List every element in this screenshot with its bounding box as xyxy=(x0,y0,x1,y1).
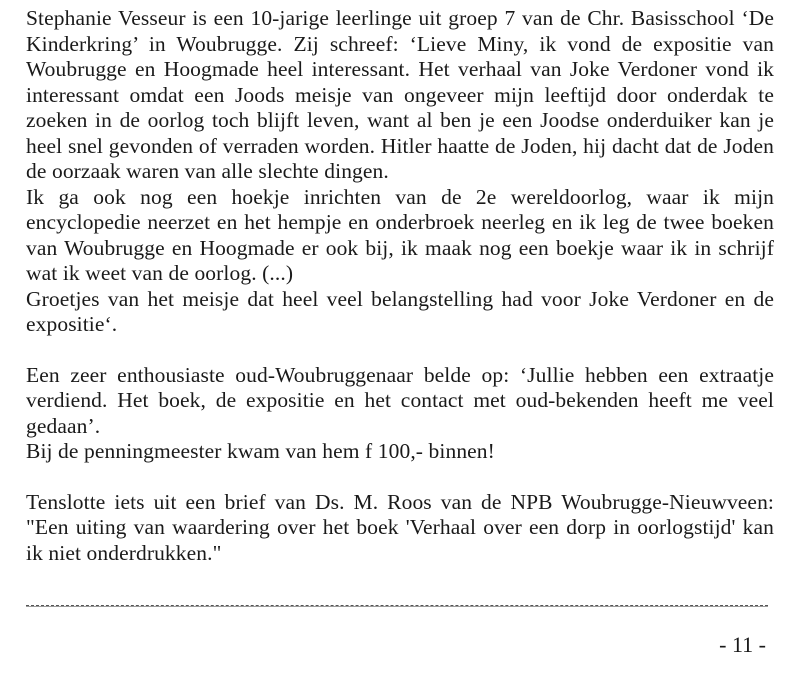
paragraph-oud-woubruggenaar: Een zeer enthousiaste oud-Woubruggenaar belde op: ‘Jullie hebben een extraatje verdiend. Het boek, de expositie en het contact met oud-bekenden heeft me veel gedaan’. xyxy=(26,362,774,438)
paragraph-gap xyxy=(26,338,774,363)
footer-divider-shadow xyxy=(26,606,768,607)
document-page xyxy=(26,6,774,566)
paragraph-groetjes: Groetjes van het meisje dat heel veel belangstelling had voor Joke Verdoner en de expositie‘. xyxy=(26,286,774,336)
paragraph-penningmeester: Bij de penningmeester kwam van hem f 100,- binnen! xyxy=(26,439,495,463)
paragraph-ds-roos: Tenslotte iets uit een brief van Ds. M. Roos van de NPB Woubrugge-Nieuwveen: "Een uiting van waardering over het boek 'Verhaal over een dorp in oorlogstijd' kan ik niet onderdrukken." xyxy=(26,489,774,565)
paragraph-hoekje: Ik ga ook nog een hoekje inrichten van de 2e wereldoorlog, waar ik mijn encyclopedie neerzet en het hempje en onderbroek neerleg en ik leg de twee boeken van Woubrugge en Hoogmade er ook bij, ik maak nog een boekje waar ik in schrijf wat ik weet van de oorlog. (...) xyxy=(26,184,774,285)
paragraph-stephanie-letter: Stephanie Vesseur is een 10-jarige leerlinge uit groep 7 van de Chr. Basisschool ‘De Kinderkring’ in Woubrugge. Zij schreef: ‘Lieve Miny, ik vond de expositie van Woubrugge en Hoogmade heel interessant. Het verhaal van Joke Verdoner vond ik interessant omdat een Joods meisje van ongeveer mijn leeftijd door onderdak te zoeken in de oorlog toch blijft leven, want al ben je een Joodse onderduiker kan je heel snel gevonden of verraden worden. Hitler haatte de Joden, hij dacht dat de Joden de oorzaak waren van alle slechte dingen. xyxy=(26,6,774,183)
page-number: - 11 - xyxy=(719,632,766,657)
paragraph-gap xyxy=(26,465,774,490)
